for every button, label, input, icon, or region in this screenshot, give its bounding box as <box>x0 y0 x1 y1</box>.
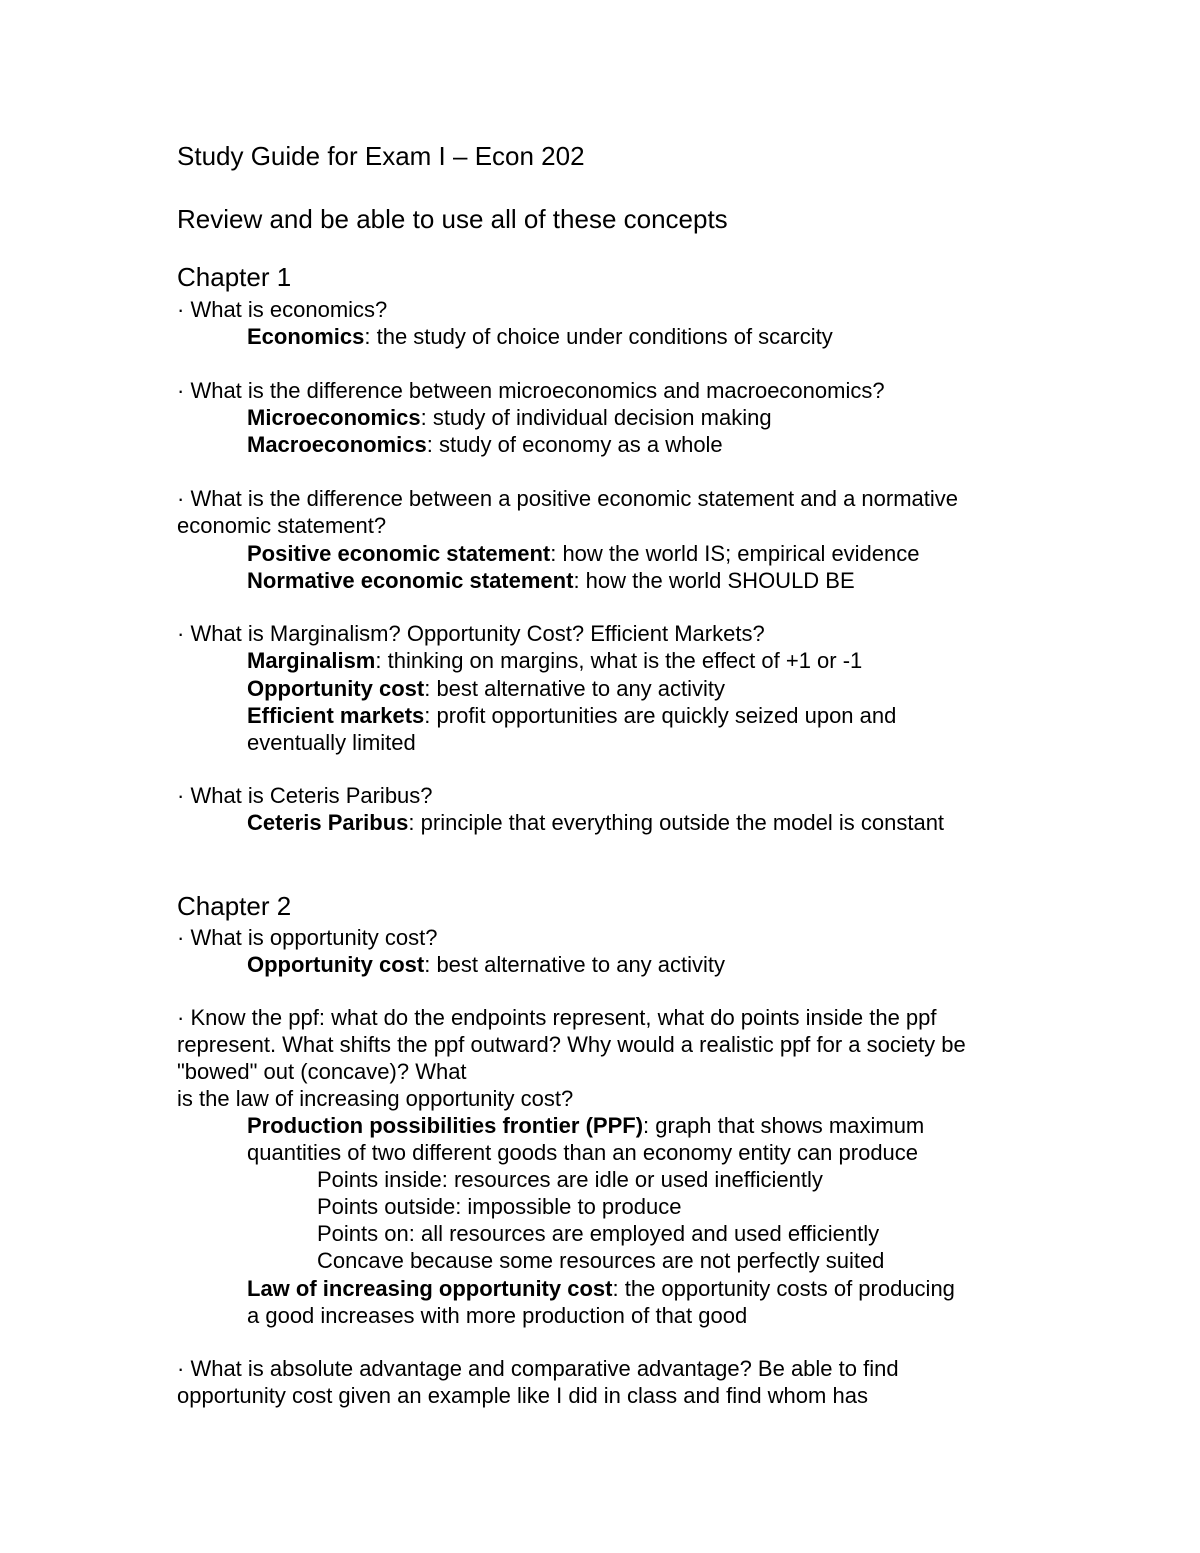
ch2-definition-ppf-cont: quantities of two different goods than an economy entity can produce <box>247 1140 919 1165</box>
ch2-ppf-points-on: Points on: all resources are employed and used efficiently <box>317 1221 880 1246</box>
ch1-definition-opportunity-cost <box>247 675 725 702</box>
ch2-ppf-points-inside: Points inside: resources are idle or used inefficiently <box>317 1167 823 1192</box>
definition: : how the world IS; empirical evidence <box>550 541 920 566</box>
ch2-definition-law-increasing-cost <box>247 1275 955 1302</box>
definition: : best alternative to any activity <box>424 676 726 701</box>
ch1-question-positive-normative-cont: economic statement? <box>177 513 387 538</box>
chapter-2-heading: Chapter 2 <box>177 891 292 921</box>
ch1-definition-micro <box>247 404 772 431</box>
ch2-definition-ppf <box>247 1112 924 1139</box>
definition: : principle that everything outside the model is constant <box>408 810 945 835</box>
ch1-definition-economics <box>247 323 833 350</box>
term: Production possibilities frontier (PPF) <box>247 1113 644 1138</box>
ch1-definition-efficient-markets-cont: eventually limited <box>247 730 416 755</box>
term: Microeconomics <box>247 405 421 430</box>
ch2-question-opportunity-cost: · What is opportunity cost? <box>177 925 438 950</box>
ch1-definition-efficient-markets <box>247 702 896 729</box>
ch1-question-micro-macro: · What is the difference between microeconomics and macroeconomics? <box>177 378 885 403</box>
term: Positive economic statement <box>247 541 551 566</box>
ch2-question-ppf-cont-1: represent. What shifts the ppf outward? Why would a realistic ppf for a society be <box>177 1032 966 1057</box>
definition: : the study of choice under conditions of scarcity <box>364 324 833 349</box>
definition: : the opportunity costs of producing <box>612 1276 955 1301</box>
ch1-definition-positive <box>247 540 920 567</box>
term: Opportunity cost <box>247 952 425 977</box>
ch2-question-ppf-cont-2: "bowed" out (concave)? What <box>177 1059 467 1084</box>
term: Ceteris Paribus <box>247 810 409 835</box>
definition: : profit opportunities are quickly seized upon and <box>424 703 897 728</box>
definition: : how the world SHOULD BE <box>573 568 855 593</box>
term: Opportunity cost <box>247 676 425 701</box>
ch1-question-marginalism: · What is Marginalism? Opportunity Cost? Efficient Markets? <box>177 621 765 646</box>
ch2-definition-law-increasing-cost-cont: a good increases with more production of that good <box>247 1303 748 1328</box>
definition: : thinking on margins, what is the effect of +1 or -1 <box>375 648 863 673</box>
term: Economics <box>247 324 365 349</box>
term: Macroeconomics <box>247 432 427 457</box>
definition: : study of individual decision making <box>420 405 772 430</box>
ch2-question-ppf-cont-3: is the law of increasing opportunity cost? <box>177 1086 574 1111</box>
definition: : study of economy as a whole <box>426 432 723 457</box>
ch2-question-advantage-cont: opportunity cost given an example like I did in class and find whom has <box>177 1383 868 1408</box>
ch2-question-ppf: · Know the ppf: what do the endpoints represent, what do points inside the ppf <box>177 1005 937 1030</box>
chapter-1-heading: Chapter 1 <box>177 262 292 292</box>
ch2-question-advantage: · What is absolute advantage and comparative advantage? Be able to find <box>177 1356 899 1381</box>
ch1-question-ceteris-paribus: · What is Ceteris Paribus? <box>177 783 433 808</box>
ch1-definition-ceteris-paribus <box>247 809 944 836</box>
definition: : best alternative to any activity <box>424 952 726 977</box>
ch1-definition-macro <box>247 431 723 458</box>
ch1-definition-marginalism <box>247 647 862 674</box>
ch2-ppf-concave: Concave because some resources are not perfectly suited <box>317 1248 885 1273</box>
ch1-question-economics: · What is economics? <box>177 297 388 322</box>
term: Law of increasing opportunity cost <box>247 1276 613 1301</box>
term: Efficient markets <box>247 703 425 728</box>
ch2-ppf-points-outside: Points outside: impossible to produce <box>317 1194 682 1219</box>
definition: : graph that shows maximum <box>643 1113 925 1138</box>
term: Marginalism <box>247 648 376 673</box>
ch2-definition-opportunity-cost <box>247 951 725 978</box>
document-title: Study Guide for Exam I – Econ 202 <box>177 141 585 171</box>
ch1-definition-normative <box>247 567 855 594</box>
term: Normative economic statement <box>247 568 574 593</box>
document-subtitle: Review and be able to use all of these concepts <box>177 204 728 234</box>
ch1-question-positive-normative: · What is the difference between a positive economic statement and a normative <box>177 486 959 511</box>
